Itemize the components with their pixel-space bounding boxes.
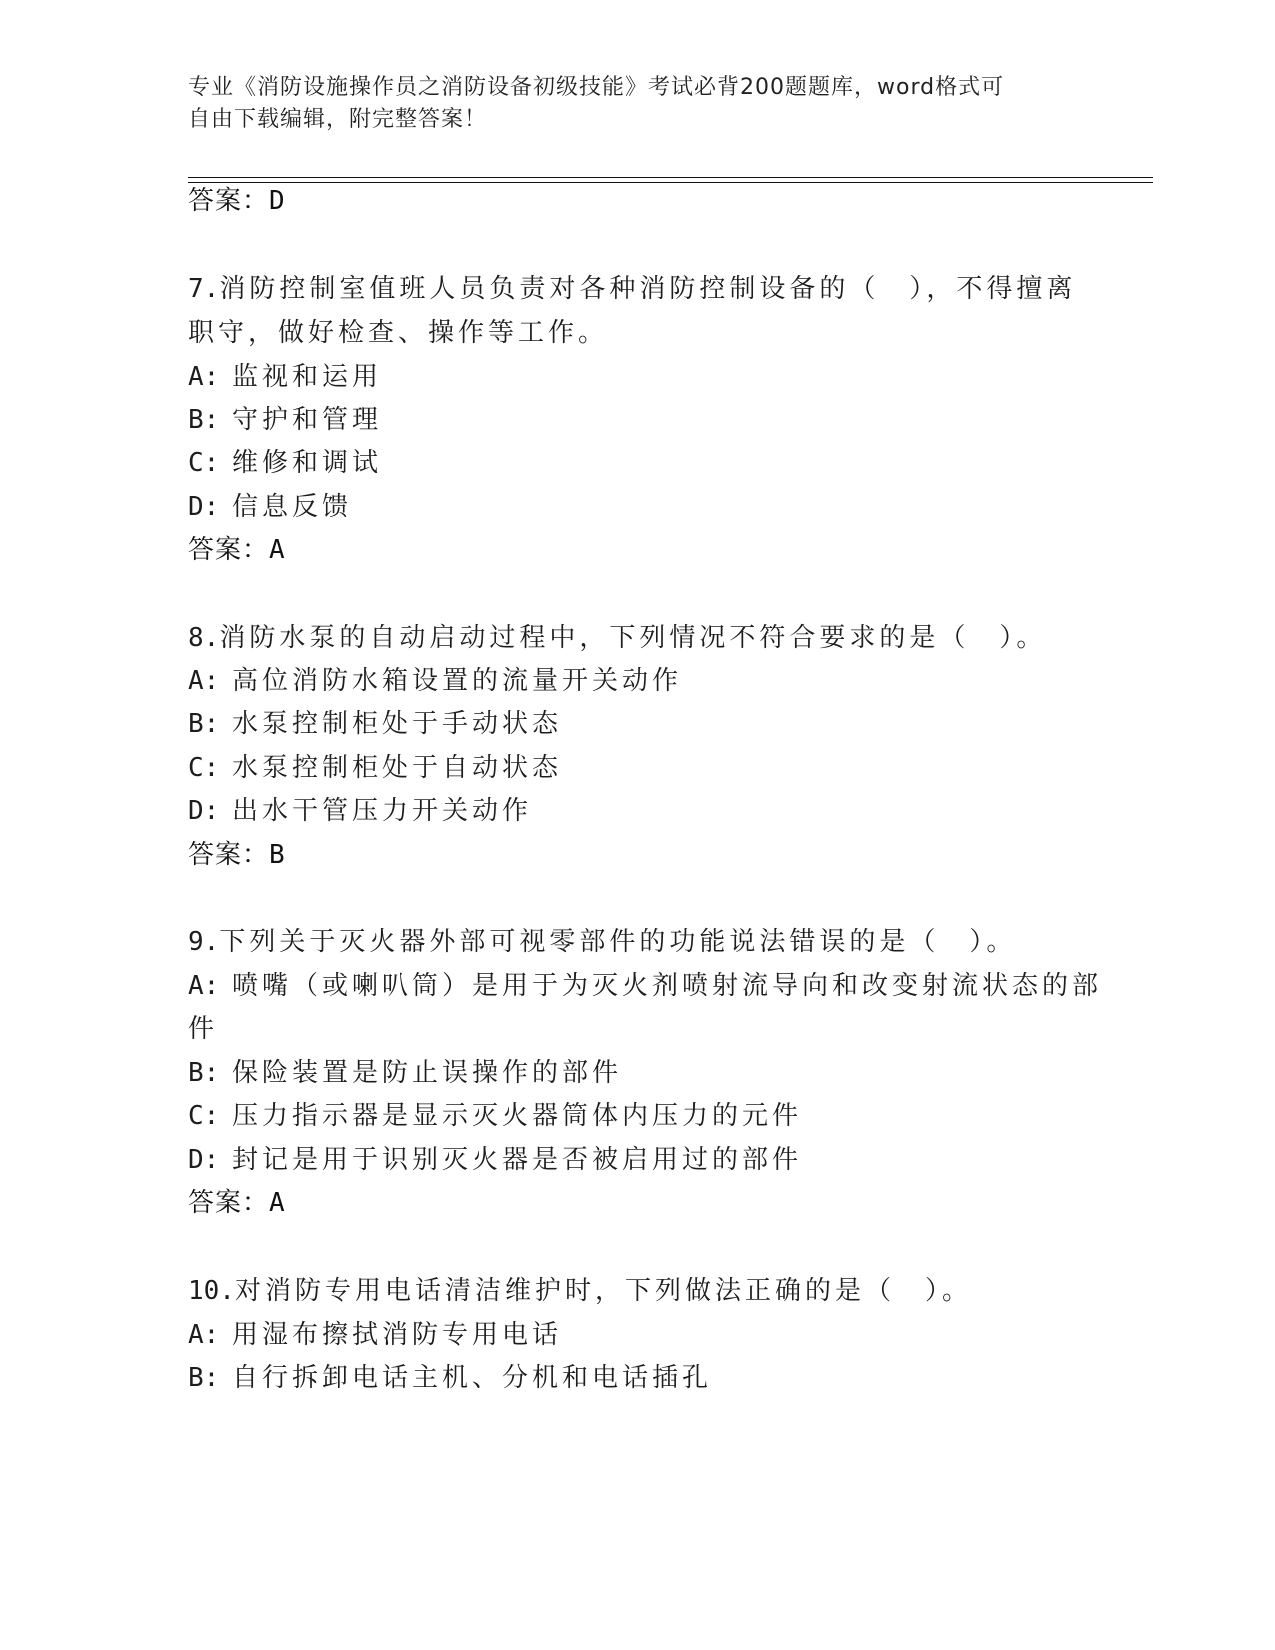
question-text: 消防水泵的自动启动过程中，下列情况不符合要求的是（ ）。 bbox=[219, 623, 1047, 653]
option-text: 出水干管压力开关动作 bbox=[232, 796, 533, 826]
answer-value: D bbox=[269, 186, 285, 216]
option-key: C: bbox=[188, 448, 220, 478]
question-10-option-b bbox=[188, 1363, 712, 1393]
question-8-option-c bbox=[188, 753, 562, 783]
question-7-option-c bbox=[188, 448, 382, 478]
question-text: 对消防专用电话清洁维护时，下列做法正确的是（ ）。 bbox=[234, 1276, 972, 1306]
option-text: 用湿布擦拭消防专用电话 bbox=[232, 1320, 563, 1350]
question-9-option-a bbox=[188, 971, 1102, 1001]
question-9-stem bbox=[188, 927, 1016, 957]
question-7-option-a bbox=[188, 362, 382, 392]
question-8-option-d bbox=[188, 796, 532, 826]
option-key: B: bbox=[188, 1363, 220, 1393]
question-8-option-b bbox=[188, 709, 562, 739]
question-text: 下列关于灭火器外部可视零部件的功能说法错误的是（ ）。 bbox=[219, 927, 1017, 957]
document-header bbox=[188, 72, 1068, 136]
option-key: D: bbox=[188, 1145, 220, 1175]
question-7-stem bbox=[188, 274, 1076, 304]
question-10-stem bbox=[188, 1276, 972, 1306]
question-9-option-c bbox=[188, 1101, 802, 1131]
option-text: 喷嘴（或喇叭筒）是用于为灭火剂喷射流导向和改变射流状态的部 bbox=[232, 971, 1103, 1001]
answer-label: 答案： bbox=[188, 1188, 270, 1218]
option-text: 监视和运用 bbox=[232, 362, 383, 392]
question-7-stem-cont: 职守，做好检查、操作等工作。 bbox=[188, 318, 609, 348]
question-9-option-a-cont: 件 bbox=[188, 1014, 219, 1044]
question-8-option-a bbox=[188, 666, 682, 696]
answer-value: A bbox=[269, 1188, 285, 1218]
option-text: 水泵控制柜处于自动状态 bbox=[232, 753, 563, 783]
answer-line bbox=[188, 186, 285, 216]
question-9-option-d bbox=[188, 1145, 802, 1175]
option-text: 保险装置是防止误操作的部件 bbox=[232, 1058, 623, 1088]
option-text: 水泵控制柜处于手动状态 bbox=[232, 709, 563, 739]
header-divider-top bbox=[188, 177, 1153, 178]
answer-label: 答案： bbox=[188, 840, 270, 870]
option-key: B: bbox=[188, 405, 220, 435]
answer-label: 答案： bbox=[188, 186, 270, 216]
option-text: 压力指示器是显示灭火器筒体内压力的元件 bbox=[232, 1101, 803, 1131]
option-text: 高位消防水箱设置的流量开关动作 bbox=[232, 666, 683, 696]
question-9-option-b bbox=[188, 1058, 622, 1088]
option-key: B: bbox=[188, 1058, 220, 1088]
question-text: 消防控制室值班人员负责对各种消防控制设备的（ ），不得擅离 bbox=[219, 274, 1077, 304]
option-key: D: bbox=[188, 492, 220, 522]
option-key: D: bbox=[188, 796, 220, 826]
question-7-option-b bbox=[188, 405, 382, 435]
header-line-2: 自由下载编辑，附完整答案！ bbox=[188, 107, 488, 132]
answer-value: A bbox=[269, 535, 285, 565]
option-text: 封记是用于识别灭火器是否被启用过的部件 bbox=[232, 1145, 803, 1175]
option-text: 自行拆卸电话主机、分机和电话插孔 bbox=[232, 1363, 713, 1393]
question-7-answer bbox=[188, 535, 285, 565]
option-text: 维修和调试 bbox=[232, 448, 383, 478]
question-8-stem bbox=[188, 623, 1046, 653]
answer-value: B bbox=[269, 840, 285, 870]
option-key: A: bbox=[188, 362, 220, 392]
question-9-answer bbox=[188, 1188, 285, 1218]
header-divider-bottom bbox=[188, 182, 1153, 183]
option-key: B: bbox=[188, 709, 220, 739]
question-7-option-d bbox=[188, 492, 352, 522]
question-number: 10. bbox=[188, 1276, 235, 1306]
answer-label: 答案： bbox=[188, 535, 270, 565]
question-8-answer bbox=[188, 840, 285, 870]
option-text: 信息反馈 bbox=[232, 492, 353, 522]
header-line-1: 专业《消防设施操作员之消防设备初级技能》考试必背200题题库，word格式可 bbox=[188, 75, 1005, 100]
question-number: 9. bbox=[188, 927, 220, 957]
option-key: A: bbox=[188, 971, 220, 1001]
option-key: A: bbox=[188, 1320, 220, 1350]
question-10-option-a bbox=[188, 1320, 562, 1350]
option-key: C: bbox=[188, 1101, 220, 1131]
question-number: 8. bbox=[188, 623, 220, 653]
option-key: C: bbox=[188, 753, 220, 783]
option-text: 守护和管理 bbox=[232, 405, 383, 435]
question-number: 7. bbox=[188, 274, 220, 304]
option-key: A: bbox=[188, 666, 220, 696]
